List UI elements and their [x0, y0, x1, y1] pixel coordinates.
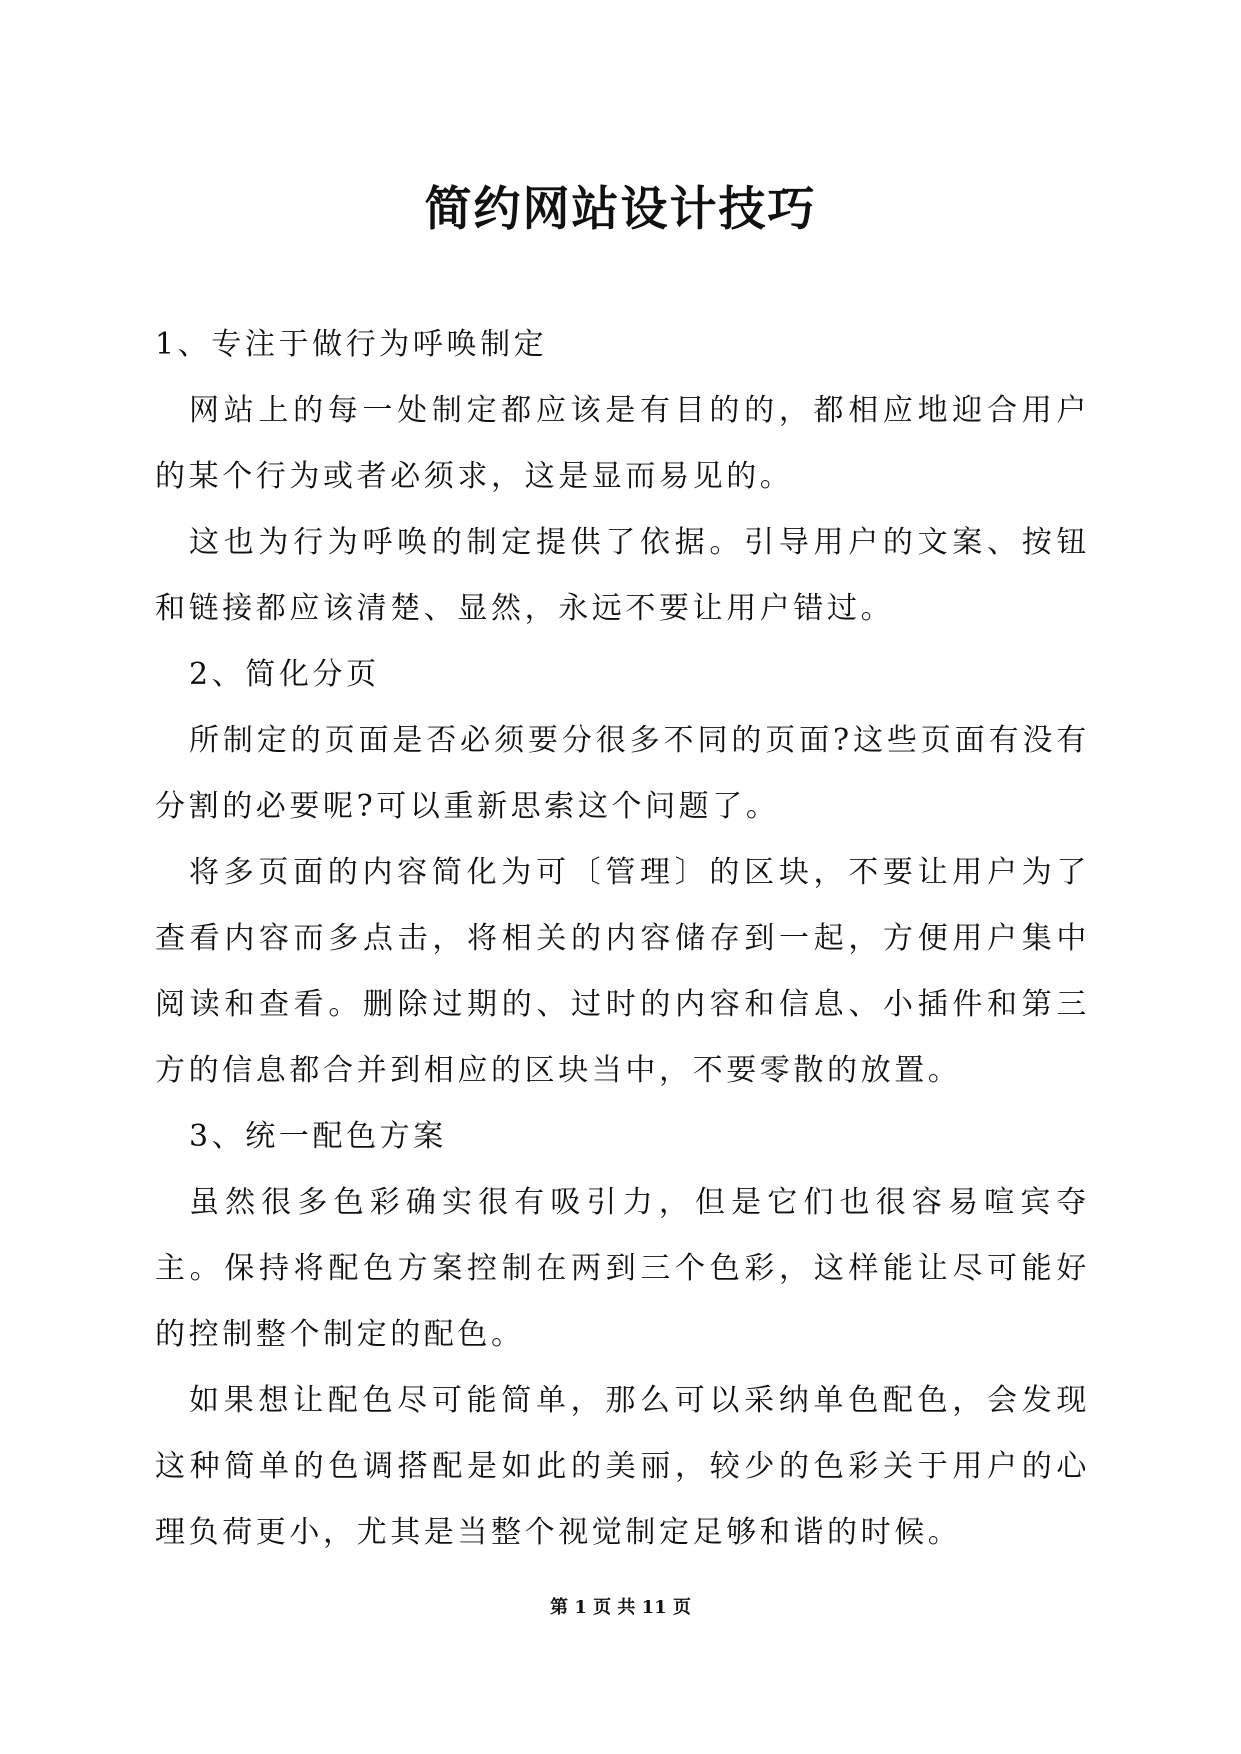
section-heading-1: 1、专注于做行为呼唤制定 [155, 327, 548, 362]
section-heading-2: 2、简化分页 [189, 657, 380, 692]
document-body [155, 312, 1090, 1566]
section-heading-3: 3、统一配色方案 [189, 1119, 447, 1154]
body-paragraph: 将多页面的内容简化为可〔管理〕的区块，不要让用户为了查看内容而多点击，将相关的内容储存到一起，方便用户集中阅读和查看。删除过期的、过时的内容和信息、小插件和第三方的信息都合并到相应的区块当中，不要零散的放置。 [155, 855, 1090, 1088]
body-paragraph: 虽然很多色彩确实很有吸引力，但是它们也很容易喧宾夺主。保持将配色方案控制在两到三个色彩，这样能让尽可能好的控制整个制定的配色。 [155, 1185, 1090, 1352]
page-footer: 第 1 页 共 11 页 [550, 1597, 691, 1618]
body-paragraph: 如果想让配色尽可能简单，那么可以采纳单色配色，会发现这种简单的色调搭配是如此的美丽，较少的色彩关于用户的心理负荷更小，尤其是当整个视觉制定足够和谐的时候。 [155, 1383, 1090, 1550]
page-title: 简约网站设计技巧 [424, 182, 817, 237]
body-paragraph: 这也为行为呼唤的制定提供了依据。引导用户的文案、按钮和链接都应该清楚、显然，永远不要让用户错过。 [155, 525, 1090, 626]
body-paragraph: 所制定的页面是否必须要分很多不同的页面?这些页面有没有分割的必要呢?可以重新思索这个问题了。 [155, 723, 1090, 824]
body-paragraph: 网站上的每一处制定都应该是有目的的，都相应地迎合用户的某个行为或者必须求，这是显而易见的。 [155, 393, 1090, 494]
